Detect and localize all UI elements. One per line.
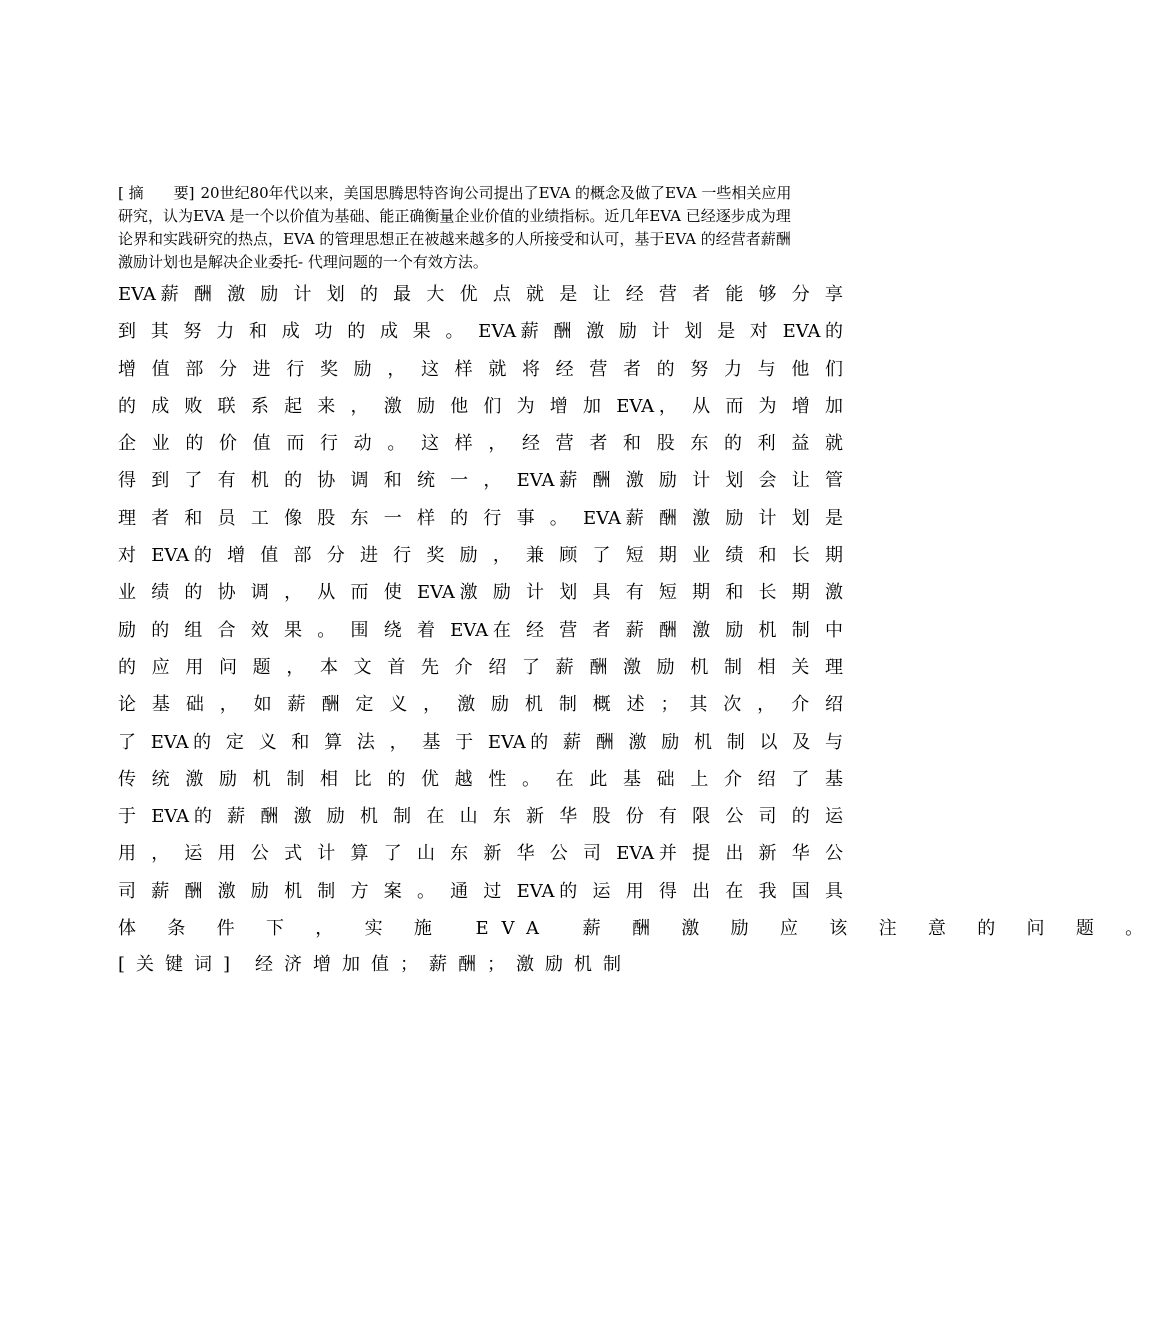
body-line: 到 其 努 力 和 成 功 的 成 果 。 EVA薪 酬 激 励 计 划 是 对 EVA的 [118,321,843,343]
body-paragraph [118,281,1156,952]
body-line: 得 到 了 有 机 的 协 调 和 统 一 ， EVA薪 酬 激 励 计 划 会 让 管 [118,470,843,492]
abstract-section [118,182,858,274]
body-line: 体 条 件 下 ， 实 施 EVA 薪 酬 激 励 应 该 注 意 的 问 题 。 [118,918,1156,940]
body-line: 用 ， 运 用 公 式 计 算 了 山 东 新 华 公 司 EVA并 提 出 新 华 公 [118,843,843,865]
body-line: 企 业 的 价 值 而 行 动 。 这 样 ， 经 营 者 和 股 东 的 利 益 就 [118,433,843,455]
body-line: 增 值 部 分 进 行 奖 励 ， 这 样 就 将 经 营 者 的 努 力 与 他 们 [118,358,843,380]
abstract-line: 论界和实践研究的热点，EVA 的管理思想正在被越来越多的人所接受和认可，基于EVA 的经营者薪酬 [118,230,791,248]
abstract-label: [ 摘 要] [118,184,195,202]
keywords-section [118,951,632,979]
body-line: 于 EVA的 薪 酬 激 励 机 制 在 山 东 新 华 股 份 有 限 公 司 的 运 [118,806,843,828]
abstract-text: 20世纪80年代以来，美国思腾思特咨询公司提出了EVA 的概念及做了EVA 一些相关应用 [200,184,792,202]
keywords-label: [关键词] [118,954,242,975]
body-line: EVA薪 酬 激 励 计 划 的 最 大 优 点 就 是 让 经 营 者 能 够 分 享 [118,284,843,305]
body-line: 理 者 和 员 工 像 股 东 一 样 的 行 事 。 EVA薪 酬 激 励 计 划 是 [118,507,843,529]
abstract-line [118,182,858,205]
keywords-value: 经济增加值；薪酬；激励机制 [255,954,633,975]
body-line: 传 统 激 励 机 制 相 比 的 优 越 性 。 在 此 基 础 上 介 绍 了 基 [118,768,843,790]
body-line: 业 绩 的 协 调 ， 从 而 使 EVA激 励 计 划 具 有 短 期 和 长 期 激 [118,582,843,604]
body-line: 司 薪 酬 激 励 机 制 方 案 。 通 过 EVA的 运 用 得 出 在 我 国 具 [118,880,843,902]
body-line: 对 EVA的 增 值 部 分 进 行 奖 励 ， 兼 顾 了 短 期 业 绩 和 长 期 [118,545,843,567]
body-line: 了 EVA的 定 义 和 算 法 ， 基 于 EVA的 薪 酬 激 励 机 制 以 及 与 [118,731,843,753]
body-line: 论 基 础 ， 如 薪 酬 定 义 ， 激 励 机 制 概 述 ； 其 次 ， 介 绍 [118,694,843,716]
abstract-line: 研究，认为EVA 是一个以价值为基础、能正确衡量企业价值的业绩指标。近几年EVA 已经逐步成为理 [118,207,791,225]
body-line: 的 应 用 问 题 ， 本 文 首 先 介 绍 了 薪 酬 激 励 机 制 相 关 理 [118,656,843,678]
body-line: 的 成 败 联 系 起 来 ， 激 励 他 们 为 增 加 EVA， 从 而 为 增 加 [118,395,843,417]
abstract-line: 激励计划也是解决企业委托- 代理问题的一个有效方法。 [118,253,488,271]
body-line: 励 的 组 合 效 果 。 围 绕 着 EVA在 经 营 者 薪 酬 激 励 机 制 中 [118,619,843,641]
